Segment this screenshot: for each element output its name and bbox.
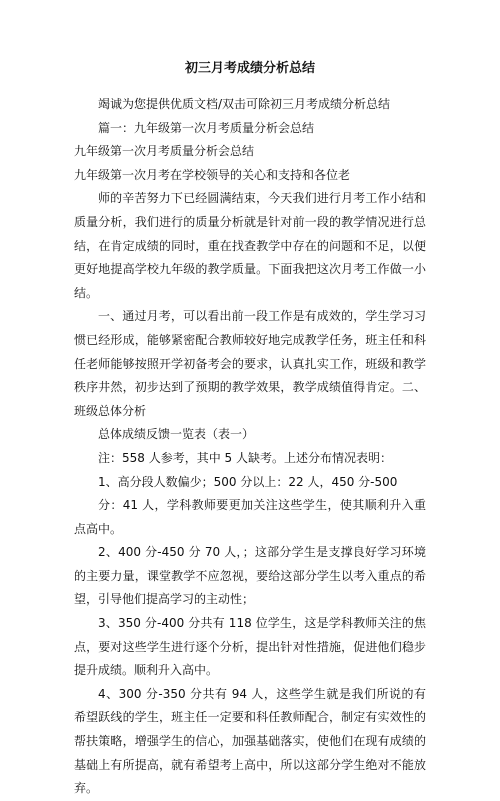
intro-line: 九年级第一次月考在学校领导的关心和支持和各位老: [74, 167, 351, 182]
document-intro: [74, 93, 426, 187]
intro-line: 九年级第一次月考质量分析会总结: [74, 144, 255, 159]
paragraph: 一、通过月考，可以看出前一段工作是有成效的，学生学习习惯已经形成，能够紧密配合教师较好地完成教学任务，班主任和科任老师能够按照开学初备考会的要求，认真扎实工作，班级和教学秩序井然，初步达到了预期的教学效果，教学成绩值得肯定。二、班级总体分析: [74, 309, 426, 418]
intro-line: 竭诚为您提供优质文档/双击可除初三月考成绩分析总结: [98, 97, 391, 111]
document-body: [74, 187, 426, 800]
paragraph: 4、300 分-350 分共有 94 人，这些学生就是我们所说的有希望跃线的学生，班主任一定要和科任教师配合，制定有实效性的帮扶策略，增强学生的信心，加强基础落实，使他们在现有成绩的基础上有所提高，就有希望考上高中，所以这部分学生绝对不能放弃。: [74, 686, 426, 796]
paragraph: 注：558 人参考，其中 5 人缺考。上述分布情况表明：: [98, 450, 392, 465]
document-title: 初三月考成绩分析总结: [184, 61, 315, 76]
paragraph: 总体成绩反馈一览表（表一）: [98, 427, 255, 442]
intro-line: 篇一：九年级第一次月考质量分析会总结: [98, 120, 315, 135]
paragraph: 1、高分段人数偏少；500 分以上：22 人，450 分-500: [98, 474, 398, 489]
paragraph: 分：41 人，学科教师要更加关注这些学生，使其顺利升入重点高中。: [74, 498, 426, 536]
paragraph: 2、400 分-450 分 70 人，；这部分学生是支撑良好学习环境的主要力量，课堂教学不应忽视，要给这部分学生以考入重点的希望，引导他们提高学习的主动性；: [74, 545, 426, 607]
paragraph: 师的辛苦努力下已经圆满结束，今天我们进行月考工作小结和质量分析，我们进行的质量分析就是针对前一段的教学情况进行总结，在肯定成绩的同时，重在找查教学中存在的问题和不足，以便更好地提高学校九年级的教学质量。下面我把这次月考工作做一小结。: [74, 191, 426, 300]
paragraph: 3、350 分-400 分共有 118 位学生，这是学科教师关注的焦点，要对这些学生进行逐个分析，提出针对性措施，促进他们稳步提升成绩。顺利升入高中。: [74, 616, 426, 678]
